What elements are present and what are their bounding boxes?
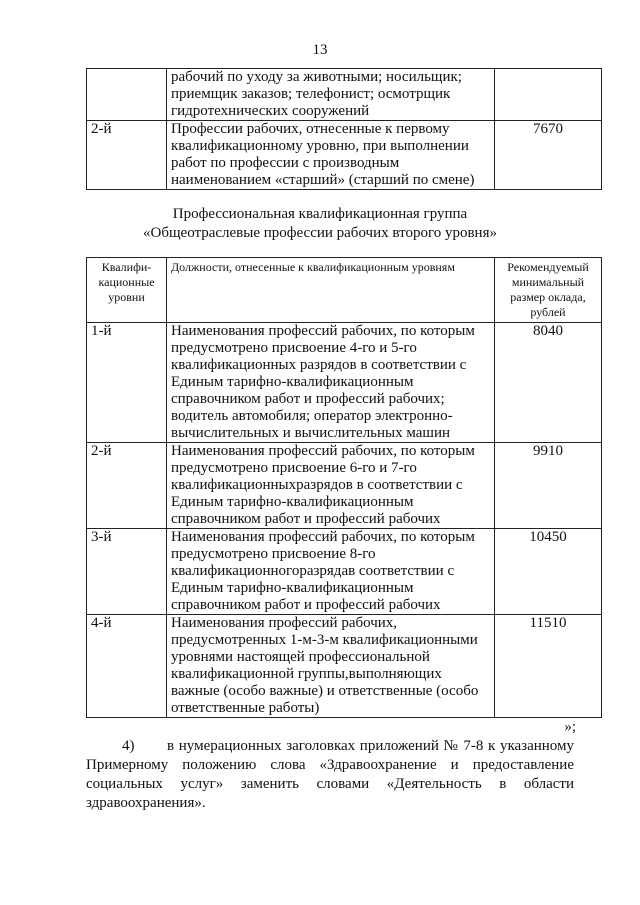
page-number: 13	[312, 42, 328, 58]
group-title-line2: «Общеотраслевые профессии рабочих второго уровня»	[143, 225, 497, 241]
salary-cell: 11510	[495, 615, 602, 718]
level-cell: 1-й	[87, 323, 167, 443]
salary-cell: 9910	[495, 443, 602, 529]
description-cell: Наименования профессий рабочих, по которым предусмотрено присвоение 8-го квалификационногоразрядав соответствии с Единым тарифно-квалификационным справочником работ и профессий рабочих	[167, 529, 495, 615]
table-row	[87, 529, 602, 615]
header-level: Квалифи-кационные уровни	[87, 258, 167, 323]
salary-cell	[495, 69, 602, 121]
description-cell: рабочий по уходу за животными; носильщик; приемщик заказов; телефонист; осмотрщик гидротехнических сооружений	[167, 69, 495, 121]
paragraph-number: 4)	[122, 738, 135, 754]
description-cell: Профессии рабочих, отнесенные к первому квалификационному уровню, при выполнении работ по профессии с производным наименованием «старший» (старший по смене)	[167, 121, 495, 190]
description-cell: Наименования профессий рабочих, по которым предусмотрено присвоение 4-го и 5-го квалификационных разрядов в соответствии с Единым тарифно-квалификационным справочником работ и профессий рабочих; водитель автомобиля; оператор электронно-вычислительных и вычислительных машин	[167, 323, 495, 443]
header-positions: Должности, отнесенные к квалификационным уровням	[167, 258, 495, 323]
group-title-line1: Профессиональная квалификационная группа	[172, 206, 468, 222]
table-continuation	[86, 68, 602, 190]
salary-cell: 8040	[495, 323, 602, 443]
group-title	[0, 205, 640, 243]
level-cell: 2-й	[87, 121, 167, 190]
table-row	[87, 69, 602, 121]
header-salary: Рекомендуемый минимальный размер оклада, рублей	[495, 258, 602, 323]
paragraph-text: в нумерационных заголовках приложений № 7-8 к указанному Примерному положению слова «Здравоохранение и предоставление социальных услуг» заменить словами «Деятельность в области здравоохранения».	[86, 738, 575, 811]
table-row	[87, 443, 602, 529]
level-cell: 3-й	[87, 529, 167, 615]
salary-cell: 10450	[495, 529, 602, 615]
qualification-table	[86, 257, 602, 718]
table-row	[87, 615, 602, 718]
closing-quote: »;	[564, 719, 576, 735]
table-row	[87, 121, 602, 190]
level-cell: 4-й	[87, 615, 167, 718]
description-cell: Наименования профессий рабочих, предусмотренных 1-м-3-м квалификационными уровнями настоящей профессиональной квалификационной группы,выполняющих важные (особо важные) и ответственные (особо ответственные работы)	[167, 615, 495, 718]
table-header-row	[87, 258, 602, 323]
level-cell: 2-й	[87, 443, 167, 529]
salary-cell: 7670	[495, 121, 602, 190]
level-cell	[87, 69, 167, 121]
description-cell: Наименования профессий рабочих, по которым предусмотрено присвоение 6-го и 7-го квалификационныхразрядов в соответствии с Единым тарифно-квалификационным справочником работ и профессий рабочих	[167, 443, 495, 529]
table-row	[87, 323, 602, 443]
amendment-paragraph	[86, 737, 574, 813]
